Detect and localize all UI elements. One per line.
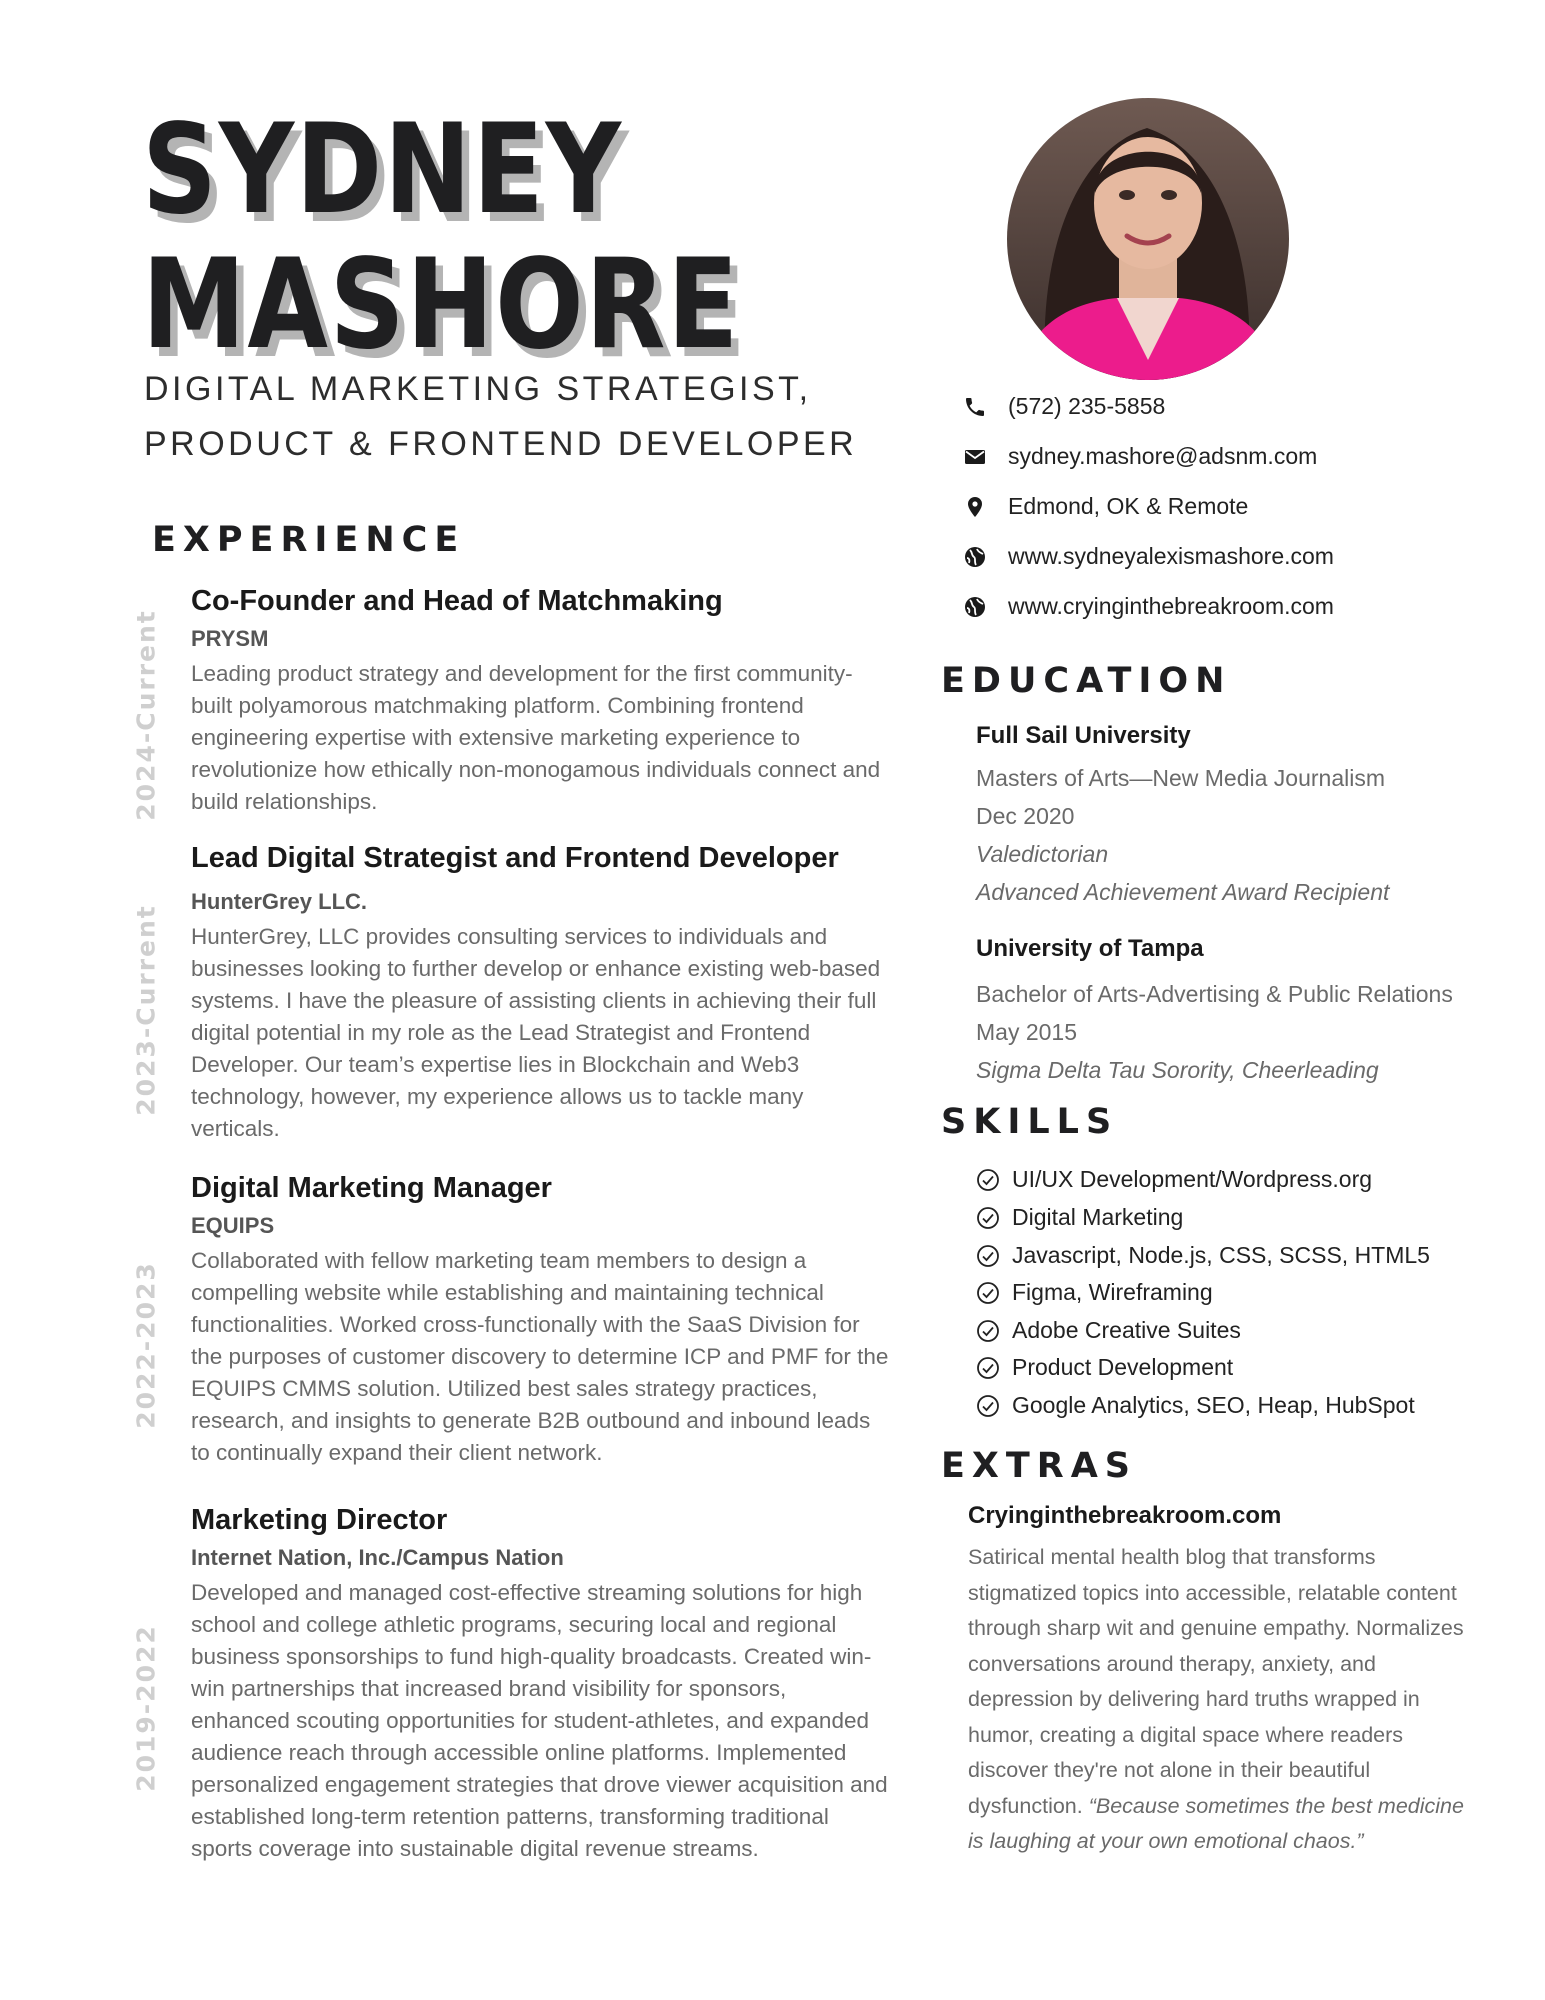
job-description: Developed and managed cost-effective streaming solutions for high school and college athletic programs, securing local and regional business sponsorships to fund high-quality broadcasts. Created win-win partnerships that increased brand visibility for sponsors, enhanced scouting opportunities for student-athletes, and expanded audience reach through accessible online platforms. Implemented personalized engagement strategies that drove viewer acquisition and established long-term retention patterns, transforming traditional sports coverage into sustainable digital revenue streams. xyxy=(191,1580,888,1861)
location-text: Edmond, OK & Remote xyxy=(1008,493,1249,519)
map-pin-icon xyxy=(962,494,988,520)
skill-item xyxy=(976,1392,1415,1419)
extra-description xyxy=(968,1540,1468,1860)
check-circle-icon xyxy=(976,1394,1000,1418)
job-title: Lead Digital Strategist and Frontend Developer xyxy=(191,842,839,874)
job-description: Leading product strategy and development for the first community-built polyamorous matchmaking platform. Combining frontend engineering expertise with extensive marketing experience to revolutionize how ethically non-monogamous individuals connect and build relationships. xyxy=(191,661,881,814)
skills-heading: SKILLS xyxy=(941,1102,1119,1142)
skill-label: Figma, Wireframing xyxy=(1012,1279,1213,1305)
check-circle-icon xyxy=(976,1206,1000,1230)
job-title: Digital Marketing Manager xyxy=(191,1172,552,1204)
school-honor: Sigma Delta Tau Sorority, Cheerleading xyxy=(976,1057,1379,1083)
job-title-line-2: PRODUCT & FRONTEND DEVELOPER xyxy=(144,425,858,463)
website-link: www.sydneyalexismashore.com xyxy=(1008,543,1334,569)
school-date: Dec 2020 xyxy=(976,803,1075,829)
job-dates-4: 2019-2022 xyxy=(131,1624,161,1792)
extras-heading: EXTRAS xyxy=(941,1446,1138,1486)
skill-label: UI/UX Development/Wordpress.org xyxy=(1012,1166,1373,1192)
skill-item xyxy=(976,1354,1233,1381)
skill-label: Adobe Creative Suites xyxy=(1012,1317,1241,1343)
contact-phone[interactable] xyxy=(962,393,1165,420)
phone-icon xyxy=(962,394,988,420)
skill-item xyxy=(976,1317,1241,1344)
contact-location xyxy=(962,493,1248,520)
contact-website-2[interactable] xyxy=(962,593,1334,620)
skill-label: Google Analytics, SEO, Heap, HubSpot xyxy=(1012,1392,1415,1418)
first-name: SYDNEY xyxy=(142,98,623,242)
job-title: Marketing Director xyxy=(191,1504,448,1536)
email-address: sydney.mashore@adsnm.com xyxy=(1008,443,1318,469)
school-name: University of Tampa xyxy=(976,935,1204,962)
extra-description-text: Satirical mental health blog that transforms stigmatized topics into accessible, relatable content through sharp wit and genuine empathy. Normalizes conversations around therapy, anxiety, and depression by delivering hard truths wrapped in humor, creating a digital space where readers discover they're not alone in their beautiful dysfunction. xyxy=(968,1545,1464,1818)
job-description: Collaborated with fellow marketing team members to design a compelling website while establishing and maintaining technical functionalities. Worked cross-functionally with the SaaS Division for the purposes of customer discovery to determine ICP and PMF for the EQUIPS CMMS solution. Utilized best sales strategy practices, research, and insights to generate B2B outbound and inbound leads to continually expand their client network. xyxy=(191,1248,889,1465)
job-entry-4 xyxy=(191,1504,891,1865)
education-heading: EDUCATION xyxy=(941,661,1232,701)
job-entry-2 xyxy=(191,842,891,1145)
profile-photo-illustration xyxy=(1007,98,1289,380)
job-dates-1: 2024-Current xyxy=(131,609,161,821)
job-title: Co-Founder and Head of Matchmaking xyxy=(191,585,723,617)
check-circle-icon xyxy=(976,1281,1000,1305)
job-entry-1 xyxy=(191,585,891,818)
skill-label: Product Development xyxy=(1012,1354,1234,1380)
check-circle-icon xyxy=(976,1319,1000,1343)
job-dates-2: 2023-Current xyxy=(131,904,161,1116)
check-circle-icon xyxy=(976,1244,1000,1268)
profile-photo xyxy=(1007,98,1289,380)
skill-item xyxy=(976,1204,1183,1231)
extra-quote: “Because sometimes the best medicine is laughing at your own emotional chaos.” xyxy=(968,1793,1464,1853)
globe-icon xyxy=(962,594,988,620)
job-company: Internet Nation, Inc./Campus Nation xyxy=(191,1545,564,1570)
experience-heading: EXPERIENCE xyxy=(152,520,466,560)
school-date: May 2015 xyxy=(976,1019,1078,1045)
job-title-line-1: DIGITAL MARKETING STRATEGIST, xyxy=(144,370,812,408)
skill-label: Digital Marketing xyxy=(1012,1204,1184,1230)
school-honor: Valedictorian xyxy=(976,841,1109,867)
skill-item xyxy=(976,1166,1372,1193)
check-circle-icon xyxy=(976,1168,1000,1192)
job-company: EQUIPS xyxy=(191,1213,275,1238)
globe-icon xyxy=(962,544,988,570)
phone-number: (572) 235-5858 xyxy=(1008,393,1166,419)
school-honor: Advanced Achievement Award Recipient xyxy=(976,879,1390,905)
skill-item xyxy=(976,1279,1213,1306)
skill-item xyxy=(976,1242,1430,1269)
school-name: Full Sail University xyxy=(976,722,1191,749)
contact-website-1[interactable] xyxy=(962,543,1334,570)
job-dates-3: 2022-2023 xyxy=(131,1261,161,1429)
last-name: MASHORE xyxy=(142,233,741,377)
job-company: PRYSM xyxy=(191,626,269,651)
school-degree: Masters of Arts—New Media Journalism xyxy=(976,765,1386,791)
website-link: www.cryinginthebreakroom.com xyxy=(1008,593,1334,619)
contact-email[interactable] xyxy=(962,443,1317,470)
skill-label: Javascript, Node.js, CSS, SCSS, HTML5 xyxy=(1012,1242,1430,1268)
job-description: HunterGrey, LLC provides consulting services to individuals and businesses looking to further develop or enhance existing web-based systems. I have the pleasure of assisting clients in achieving their full digital potential in my role as the Lead Strategist and Frontend Developer. Our team’s expertise lies in Blockchain and Web3 technology, however, my experience allows us to tackle many verticals. xyxy=(191,924,881,1141)
check-circle-icon xyxy=(976,1356,1000,1380)
extra-title: Cryinginthebreakroom.com xyxy=(968,1502,1282,1529)
job-company: HunterGrey LLC. xyxy=(191,889,368,914)
envelope-icon xyxy=(962,444,988,470)
job-entry-3 xyxy=(191,1172,891,1469)
school-degree: Bachelor of Arts-Advertising & Public Relations xyxy=(976,981,1453,1007)
